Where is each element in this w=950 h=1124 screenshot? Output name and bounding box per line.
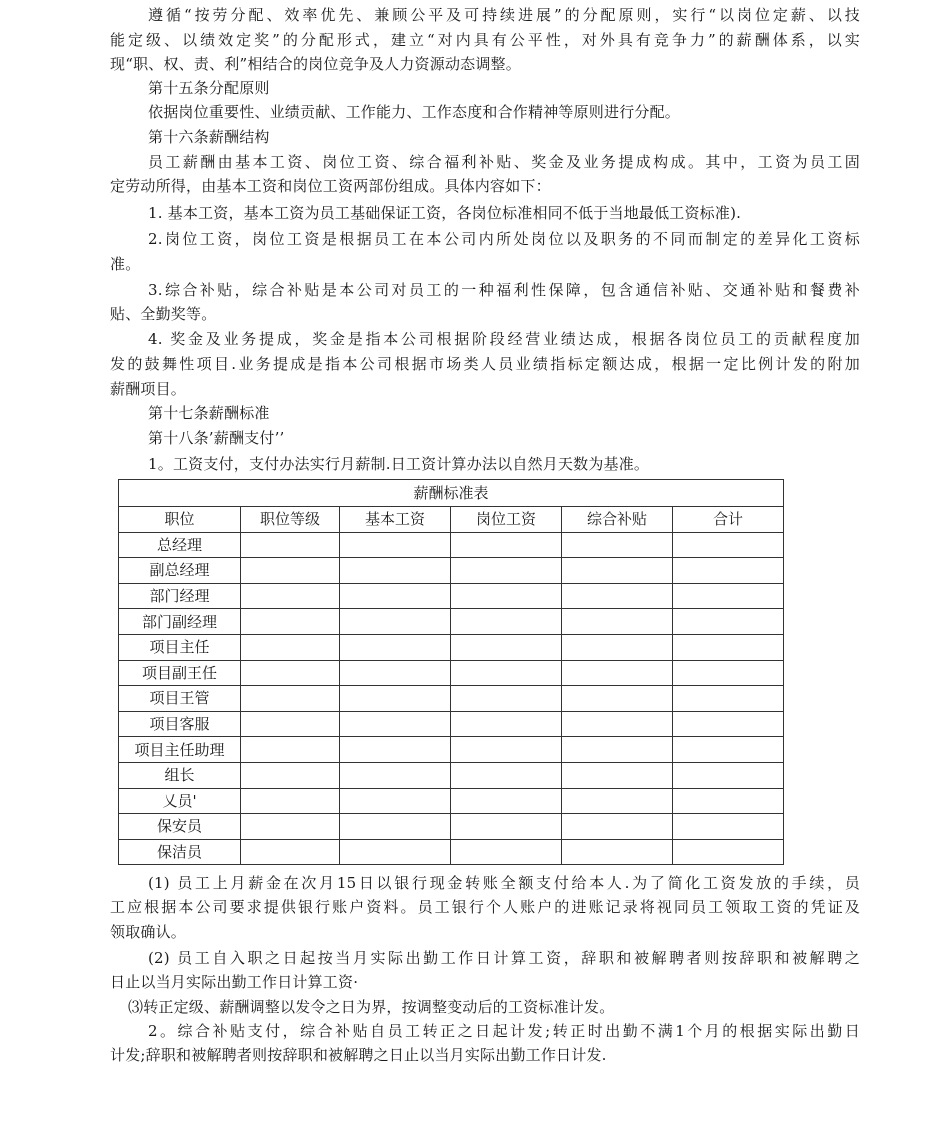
empty-value-cell xyxy=(451,583,562,609)
note-2: (2) 员工自入职之日起按当月实际出勤工作日计算工资，辞职和被解聘者则按辞职和被解聘之 xyxy=(148,949,860,967)
table-row xyxy=(119,737,784,763)
payment-item-1: 1。工资支付，支付办法实行月薪制.日工资计算办法以自然月天数为基准。 xyxy=(148,455,650,473)
empty-value-cell xyxy=(451,737,562,763)
empty-value-cell xyxy=(673,583,784,609)
empty-value-cell xyxy=(562,839,673,865)
table-row xyxy=(119,660,784,686)
position-cell: 部门经理 xyxy=(119,583,241,609)
empty-value-cell xyxy=(673,686,784,712)
empty-value-cell xyxy=(562,532,673,558)
empty-value-cell xyxy=(451,762,562,788)
table-row xyxy=(119,762,784,788)
empty-value-cell xyxy=(241,634,340,660)
paragraph-line: 薪酬项目。 xyxy=(110,380,187,398)
empty-value-cell xyxy=(241,686,340,712)
empty-value-cell xyxy=(562,660,673,686)
empty-value-cell xyxy=(241,814,340,840)
empty-value-cell xyxy=(340,558,451,584)
article-15-body: 依据岗位重要性、业绩贡献、工作能力、工作态度和合作精神等原则进行分配。 xyxy=(148,103,681,121)
article-18-title: 第十八条’薪酬支付’’ xyxy=(148,429,285,447)
empty-value-cell xyxy=(241,788,340,814)
table-row xyxy=(119,814,784,840)
empty-value-cell xyxy=(673,788,784,814)
empty-value-cell xyxy=(241,558,340,584)
empty-value-cell xyxy=(562,609,673,635)
table-row xyxy=(119,558,784,584)
table-row xyxy=(119,788,784,814)
empty-value-cell xyxy=(241,762,340,788)
position-cell: 保安员 xyxy=(119,814,241,840)
empty-value-cell xyxy=(241,711,340,737)
note-3: ⑶转正定级、薪酬调整以发令之日为界，按调整变动后的工资标准计发。 xyxy=(128,998,615,1016)
empty-value-cell xyxy=(562,762,673,788)
empty-value-cell xyxy=(340,711,451,737)
empty-value-cell xyxy=(340,609,451,635)
empty-value-cell xyxy=(562,558,673,584)
paragraph-line: 员工薪酬由基本工资、岗位工资、综合福利补贴、奖金及业务提成构成。其中，工资为员工固 xyxy=(148,153,860,171)
empty-value-cell xyxy=(562,788,673,814)
column-header: 综合补贴 xyxy=(562,507,673,533)
list-item-4: 4. 奖金及业务提成，奖金是指本公司根据阶段经营业绩达成，根据各岗位员工的贡献程度加 xyxy=(148,330,860,348)
table-row xyxy=(119,711,784,737)
table-title-row xyxy=(119,480,784,507)
empty-value-cell xyxy=(340,762,451,788)
position-cell: 组长 xyxy=(119,762,241,788)
paragraph-line: 工应根据本公司要求提供银行账户资料。员工银行个人账户的进账记录将视同员工领取工资的凭证及 xyxy=(110,898,860,916)
empty-value-cell xyxy=(562,634,673,660)
empty-value-cell xyxy=(562,583,673,609)
position-cell: 项目主任 xyxy=(119,634,241,660)
table-row xyxy=(119,583,784,609)
position-cell: 项目王管 xyxy=(119,686,241,712)
empty-value-cell xyxy=(340,788,451,814)
empty-value-cell xyxy=(673,737,784,763)
empty-value-cell xyxy=(340,660,451,686)
empty-value-cell xyxy=(451,711,562,737)
list-item-2: 2.岗位工资，岗位工资是根据员工在本公司内所处岗位以及职务的不同而制定的差异化工资标 xyxy=(148,230,860,248)
column-header: 职位等级 xyxy=(241,507,340,533)
empty-value-cell xyxy=(340,532,451,558)
table-title: 薪酬标准表 xyxy=(119,480,784,507)
list-item-3: 3.综合补贴，综合补贴是本公司对员工的一种福利性保障，包含通信补贴、交通补贴和餐费补 xyxy=(148,281,860,299)
note-1: (1) 员工上月薪金在次月15日以银行现金转账全额支付给本人.为了简化工资发放的手续，员 xyxy=(148,874,860,892)
paragraph-line: 遵循“按劳分配、效率优先、兼顾公平及可持续进展”的分配原则，实行“以岗位定薪、以技 xyxy=(148,6,860,24)
empty-value-cell xyxy=(673,660,784,686)
paragraph-line: 发的鼓舞性项目.业务提成是指本公司根据市场类人员业绩指标定额达成，根据一定比例计发的附加 xyxy=(110,355,860,373)
table-row xyxy=(119,634,784,660)
empty-value-cell xyxy=(241,737,340,763)
empty-value-cell xyxy=(562,711,673,737)
empty-value-cell xyxy=(340,634,451,660)
paragraph-line: 现“职、权、责、利”相结合的岗位竞争及人力资源动态调整。 xyxy=(110,55,521,73)
position-cell: 总经理 xyxy=(119,532,241,558)
table-row xyxy=(119,609,784,635)
empty-value-cell xyxy=(673,558,784,584)
position-cell: 项目主任助理 xyxy=(119,737,241,763)
column-header: 合计 xyxy=(673,507,784,533)
empty-value-cell xyxy=(673,634,784,660)
paragraph-line: 领取确认。 xyxy=(110,923,187,941)
table-row xyxy=(119,686,784,712)
position-cell: 乂员' xyxy=(119,788,241,814)
empty-value-cell xyxy=(562,737,673,763)
empty-value-cell xyxy=(241,660,340,686)
position-cell: 保洁员 xyxy=(119,839,241,865)
empty-value-cell xyxy=(241,532,340,558)
empty-value-cell xyxy=(451,814,562,840)
empty-value-cell xyxy=(241,609,340,635)
empty-value-cell xyxy=(673,532,784,558)
table-row xyxy=(119,839,784,865)
article-17-title: 第十七条薪酬标准 xyxy=(148,404,270,422)
column-header: 基本工资 xyxy=(340,507,451,533)
paragraph-line: 贴、全勤奖等。 xyxy=(110,305,217,323)
empty-value-cell xyxy=(451,634,562,660)
empty-value-cell xyxy=(340,686,451,712)
empty-value-cell xyxy=(451,660,562,686)
position-cell: 项目客服 xyxy=(119,711,241,737)
empty-value-cell xyxy=(340,583,451,609)
empty-value-cell xyxy=(451,788,562,814)
empty-value-cell xyxy=(340,814,451,840)
paragraph-line: 准。 xyxy=(110,255,141,273)
empty-value-cell xyxy=(562,686,673,712)
column-header: 岗位工资 xyxy=(451,507,562,533)
article-16-title: 第十六条薪酬结构 xyxy=(148,128,270,146)
empty-value-cell xyxy=(673,609,784,635)
empty-value-cell xyxy=(673,839,784,865)
empty-value-cell xyxy=(451,532,562,558)
empty-value-cell xyxy=(451,609,562,635)
table-header-row xyxy=(119,507,784,533)
payment-item-2: 2。综合补贴支付，综合补贴自员工转正之日起计发;转正时出勤不满1个月的根据实际出勤日 xyxy=(148,1022,860,1040)
empty-value-cell xyxy=(673,814,784,840)
empty-value-cell xyxy=(451,558,562,584)
empty-value-cell xyxy=(673,711,784,737)
empty-value-cell xyxy=(340,839,451,865)
empty-value-cell xyxy=(451,686,562,712)
list-item-1: 1. 基本工资，基本工资为员工基础保证工资，各岗位标准相同不低于当地最低工资标准). xyxy=(148,204,742,222)
paragraph-line: 定劳动所得，由基本工资和岗位工资两部份组成。具体内容如下： xyxy=(110,177,551,195)
paragraph-line: 日止以当月实际出勤工作日计算工资· xyxy=(110,973,359,991)
article-15-title: 第十五条分配原则 xyxy=(148,79,270,97)
empty-value-cell xyxy=(451,839,562,865)
empty-value-cell xyxy=(673,762,784,788)
empty-value-cell xyxy=(241,583,340,609)
empty-value-cell xyxy=(562,814,673,840)
paragraph-line: 计发;辞职和被解聘者则按辞职和被解聘之日止以当月实际出勤工作日计发. xyxy=(110,1046,607,1064)
column-header: 职位 xyxy=(119,507,241,533)
empty-value-cell xyxy=(340,737,451,763)
position-cell: 部门副经理 xyxy=(119,609,241,635)
paragraph-line: 能定级、以绩效定奖”的分配形式，建立“对内具有公平性，对外具有竞争力”的薪酬体系，以实 xyxy=(110,31,860,49)
empty-value-cell xyxy=(241,839,340,865)
table-row xyxy=(119,532,784,558)
position-cell: 项目副王任 xyxy=(119,660,241,686)
position-cell: 副总经理 xyxy=(119,558,241,584)
salary-standard-table xyxy=(118,479,784,865)
